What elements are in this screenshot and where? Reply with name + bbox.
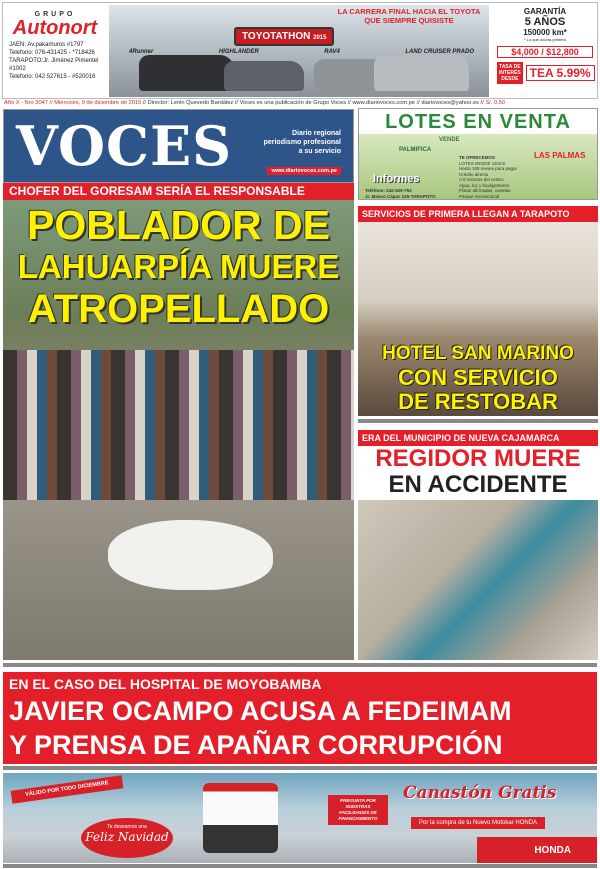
divider — [3, 766, 597, 770]
autonort-ad[interactable] — [2, 2, 598, 99]
feliz-navidad-badge: Te deseamos una Feliz Navidad — [81, 818, 173, 858]
divider — [3, 663, 597, 667]
motokar-image — [203, 783, 278, 853]
hotel-headline: HOTEL SAN MARINO CON SERVICIO DE RESTOBAR — [382, 343, 574, 414]
masthead-url[interactable]: www.diariovoces.com.pe — [267, 167, 341, 175]
main-headline: POBLADOR DE LAHUARPÍA MUERE ATROPELLADO — [17, 202, 340, 331]
car-image — [139, 55, 234, 91]
banner-story[interactable]: EN EL CASO DEL HOSPITAL DE MOYOBAMBA JAVIER OCAMPO ACUSA A FEDEIMAM Y PRENSA DE APAÑAR CORRUPCIÓN — [3, 672, 597, 764]
accident-photo[interactable] — [358, 500, 598, 660]
main-story-kicker: CHOFER DEL GORESAM SERÍA EL RESPONSABLE — [3, 183, 354, 200]
hotel-story-kicker: SERVICIOS DE PRIMERA LLEGAN A TARAPOTO — [358, 206, 598, 222]
divider — [358, 419, 598, 423]
offer-list: TE OFRECEMOS LOTES DESDE 110m2 Hasta 108 meses para pagar Crédito directo A 8 minutos del centro Agua, luz y biodigestores Pistas afirmadas, cunetas Parque recreacional — [459, 155, 518, 199]
honda-ad[interactable]: VÁLIDO POR TODO DICIEMBRE Te deseamos una Feliz Navidad PREGUNTA POR NUESTRAS FACILIDADES DE FINANCIAMIENTO HONDA Canastón Gratis Por la compra de tu Nuevo Motokar HONDA — [3, 773, 597, 863]
ad-address: JAEN: Av.pakamuros #1797 Telefono: 076-431425 - *718426 TARAPOTO:Jr. Jiménez Pimentel #1002 Telefono: 042 527615 - #520016 — [9, 42, 99, 80]
masthead — [3, 109, 354, 183]
dateline: Año X - Nro 3047 // Miércoles, 9 de diciembre de 2015 // Director: Lenin Quevedo Bardález // Voces es una publicación de Grupo Voces // www.diariovoces.com.pe // diariovoces@yahoo.es // S/. 0.50 — [4, 100, 505, 106]
regidor-headline: REGIDOR MUERE EN ACCIDENTE — [375, 445, 581, 498]
hotel-story-photo[interactable] — [358, 222, 598, 416]
canaston-gratis-title: Canastón Gratis — [403, 783, 557, 803]
masthead-tagline: Diario regional periodismo profesional a su servicio — [263, 130, 341, 155]
lotes-ad[interactable]: LOTES EN VENTA VENDE PALMIFICA TE OFRECEMOS LOTES DESDE 110m2 Hasta 108 meses para pagar Crédito directo A 8 minutos del centro Agua, luz y biodigestores Pistas afirmadas, cunetas Parque recreacional LAS PALMAS Informes Teléfono: 042-529-754 Jr. Manco Cápac 225-TARAPOTO — [358, 108, 598, 200]
autonort-logo: GRUPO Autonort JAEN: Av.pakamuros #1797 Telefono: 076-431425 - *718426 TARAPOTO:Jr. Jiménez Pimentel #1002 Telefono: 042 527615 - #520016 — [5, 5, 105, 95]
covered-body-image — [108, 520, 273, 590]
regidor-story-kicker: ERA DEL MUNICIPIO DE NUEVA CAJAMARCA — [358, 430, 598, 446]
masthead-logo: VOCES — [16, 114, 233, 178]
crowd-image — [3, 350, 354, 500]
model-list: 4Runner HIGHLANDER RAV4 LAND CRUISER PRADO — [129, 49, 474, 55]
toyotathon-banner: LA CARRERA FINAL HACIA EL TOYOTA QUE SIEMPRE QUISISTE TOYOTATHON 2015 4Runner HIGHLANDER RAV4 LAND CRUISER PRADO — [109, 5, 489, 97]
honda-logo: HONDA — [477, 837, 597, 863]
divider — [3, 864, 597, 868]
car-image — [224, 61, 304, 91]
main-story-photo[interactable] — [3, 200, 354, 660]
warranty-box: GARANTÍA 5 AÑOS 150000 km* * Lo que ocurra primero $4,000 / $12,800 TASA DE INTERÉS DESDE TEA 5.99% — [493, 5, 597, 97]
car-image — [374, 55, 469, 91]
